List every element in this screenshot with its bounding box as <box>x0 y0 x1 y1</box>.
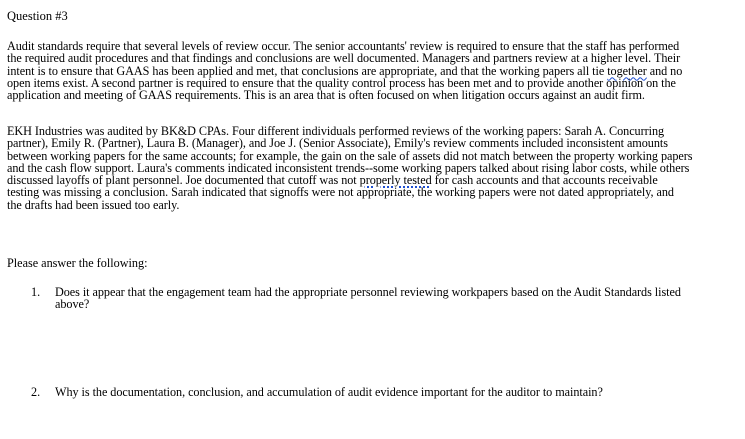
question-line: above? <box>55 297 90 312</box>
paragraph-line: open items exist. A second partner is required to ensure that the quality control process has been met and to provide another opinion on the <box>7 75 676 90</box>
question-line: Does it appear that the engagement team had the appropriate personnel reviewing workpapers based on the Audit Standards listed <box>55 285 681 299</box>
list-number: 1. <box>31 285 41 299</box>
paragraph-line: Audit standards require that several levels of review occur. The senior accountants' review is required to ensure that the staff has performed <box>7 39 680 53</box>
paragraph-audit-standards <box>7 40 742 101</box>
paragraph-line: partner), Emily R. (Partner), Laura B. (Manager), and Joe J. (Senior Associate), Emily's review comments included inconsistent amounts <box>7 136 668 151</box>
paragraph-line: application and meeting of GAAS requirements. This is an area that is often focused on when litigation occurs against an audit firm. <box>7 88 645 103</box>
text-run: discussed layoffs of plant personnel. Joe documented that cutoff was not <box>7 173 360 188</box>
answer-prompt: Please answer the following: <box>7 256 148 270</box>
paragraph-line: the drafts had been issued too early. <box>7 197 180 212</box>
question-line: Why is the documentation, conclusion, and accumulation of audit evidence important for the auditor to maintain? <box>55 385 603 399</box>
text-run: for cash accounts and that accounts receivable <box>431 173 658 188</box>
question-title: Question #3 <box>7 9 68 23</box>
spellcheck-flagged-word: together <box>607 63 647 78</box>
question-text <box>55 286 740 311</box>
paragraph-line: and the cash flow support. Laura's comments indicated inconsistent trends--some working papers talked about rising labor costs, while others <box>7 160 690 175</box>
paragraph-line: testing was missing a conclusion. Sarah indicated that signoffs were not appropriate, the working papers were not dated appropriately, and <box>7 185 674 200</box>
list-number: 2. <box>31 385 41 399</box>
text-run: intent is to ensure that GAAS has been applied and met, that conclusions are appropriate, and that the working papers all tie <box>7 63 608 78</box>
paragraph-line: EKH Industries was audited by BK&D CPAs. Four different individuals performed reviews of the working papers: Sarah A. Concurring <box>7 124 665 138</box>
question-text <box>55 386 740 398</box>
paragraph-line: the required audit procedures and that findings and conclusions are well documented. Managers and partners review at a higher level. Their <box>7 51 681 66</box>
grammar-flagged-phrase: properly tested <box>359 173 432 188</box>
text-run: and no <box>646 63 683 78</box>
paragraph-line: between working papers for the same accounts; for example, the gain on the sale of assets did not match between the property working papers <box>7 148 693 163</box>
paragraph-case-scenario <box>7 125 742 211</box>
